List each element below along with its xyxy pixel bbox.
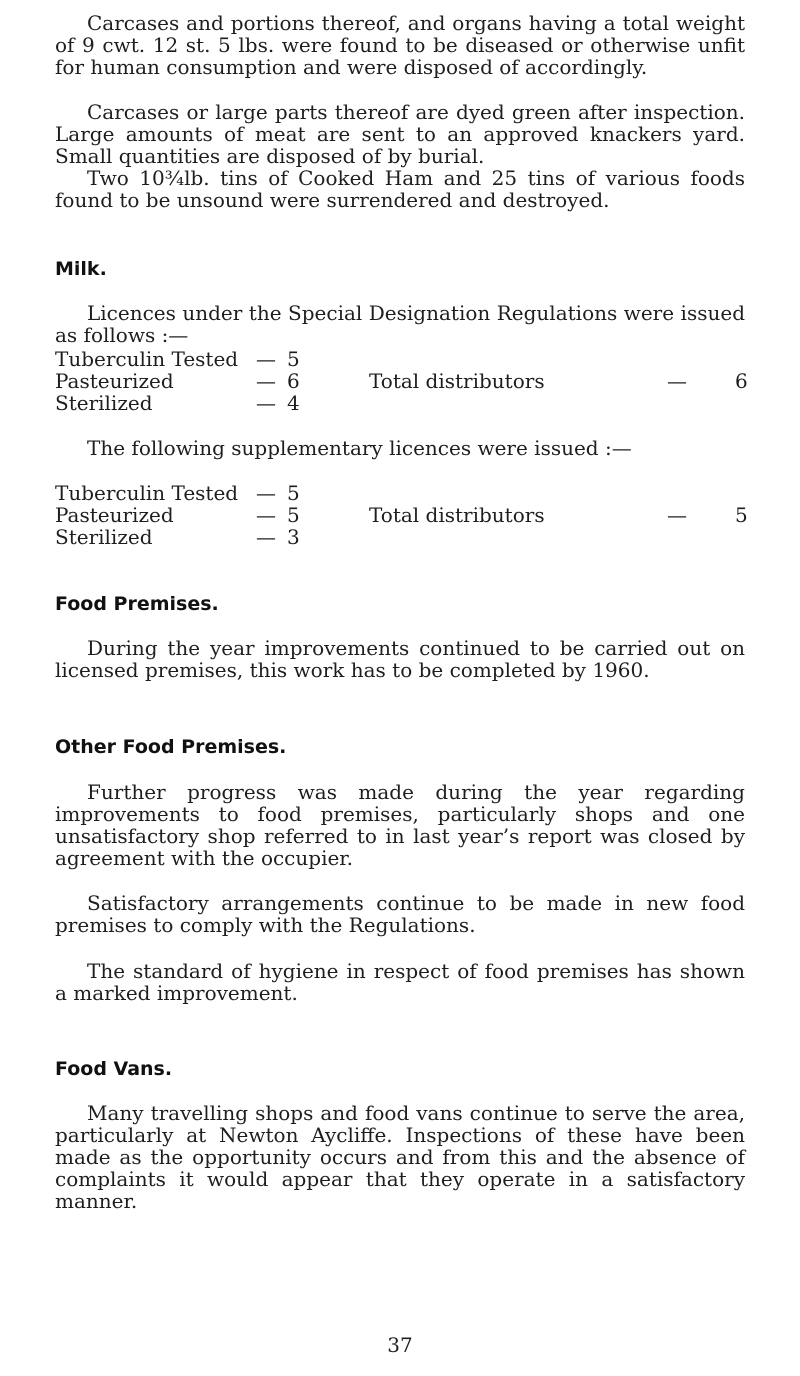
page-number: 37: [387, 1333, 413, 1357]
licence-count: 3: [287, 525, 300, 549]
total-distributors-dash: —: [667, 369, 687, 393]
licence-dash: —: [256, 525, 276, 549]
paragraph-food-premises: During the year improvements continued to be carried out on licensed premises, this work has to be completed by 1960.: [55, 636, 745, 682]
paragraph-satisfactory-arrangements: Satisfactory arrangements continue to be made in new food premises to comply with the Regulations.: [55, 891, 745, 937]
licence-dash: —: [256, 347, 276, 371]
licence-name: Pasteurized: [55, 503, 174, 527]
paragraph-supplementary-licences: The following supplementary licences were issued :—: [87, 436, 632, 460]
heading-food-vans: Food Vans.: [55, 1058, 173, 1080]
licence-count: 6: [287, 369, 300, 393]
licence-name: Sterilized: [55, 391, 153, 415]
paragraph-carcases-dyed: Carcases or large parts thereof are dyed green after inspection. Large amounts of meat are sent to an approved knackers yard. Small quantities are disposed of by burial.: [55, 100, 745, 168]
supplementary-row: [55, 526, 745, 548]
licence-dash: —: [256, 369, 276, 393]
licence-count: 5: [287, 481, 300, 505]
paragraph-milk-licences: Licences under the Special Designation Regulations were issued as follows :—: [55, 301, 745, 347]
paragraph-food-vans: Many travelling shops and food vans continue to serve the area, particularly at Newton Aycliffe. Inspections of these have been made as the opportunity occurs and from this and the absence of complaints it would appear that they operate in a satisfactory manner.: [55, 1101, 745, 1213]
heading-milk: Milk.: [55, 258, 107, 280]
heading-other-food-premises: Other Food Premises.: [55, 736, 287, 758]
licence-dash: —: [256, 503, 276, 527]
licence-count: 5: [287, 347, 300, 371]
licence-row: [55, 369, 748, 393]
supp-total-distributors-dash: —: [667, 503, 687, 527]
licence-name: Sterilized: [55, 525, 153, 549]
total-distributors-value: 6: [735, 369, 748, 393]
supp-total-distributors-label: Total distributors: [369, 503, 545, 527]
licence-name: Pasteurized: [55, 369, 174, 393]
licence-name: Tuberculin Tested: [55, 347, 239, 371]
heading-food-premises: Food Premises.: [55, 593, 219, 615]
licence-row: [55, 392, 745, 414]
supplementary-row: [55, 503, 748, 527]
total-distributors-label: Total distributors: [369, 369, 545, 393]
licence-name: Tuberculin Tested: [55, 481, 239, 505]
licence-row: [55, 348, 745, 370]
licence-count: 5: [287, 503, 300, 527]
paragraph-standard-hygiene: The standard of hygiene in respect of food premises has shown a marked improvement.: [55, 959, 745, 1005]
paragraph-tins-ham: Two 10¾lb. tins of Cooked Ham and 25 tins of various foods found to be unsound were surrendered and destroyed.: [55, 166, 745, 212]
licence-dash: —: [256, 391, 276, 415]
paragraph-other-food-progress: Further progress was made during the year regarding improvements to food premises, particularly shops and one unsatisfactory shop referred to in last year’s report was closed by agreement with the occupier.: [55, 780, 745, 870]
supp-total-distributors-value: 5: [735, 503, 748, 527]
supplementary-row: [55, 482, 745, 504]
licence-count: 4: [287, 391, 300, 415]
paragraph-carcases-weight: Carcases and portions thereof, and organs having a total weight of 9 cwt. 12 st. 5 lbs. were found to be diseased or otherwise unfit for human consumption and were disposed of accordingly.: [55, 11, 745, 79]
licence-dash: —: [256, 481, 276, 505]
